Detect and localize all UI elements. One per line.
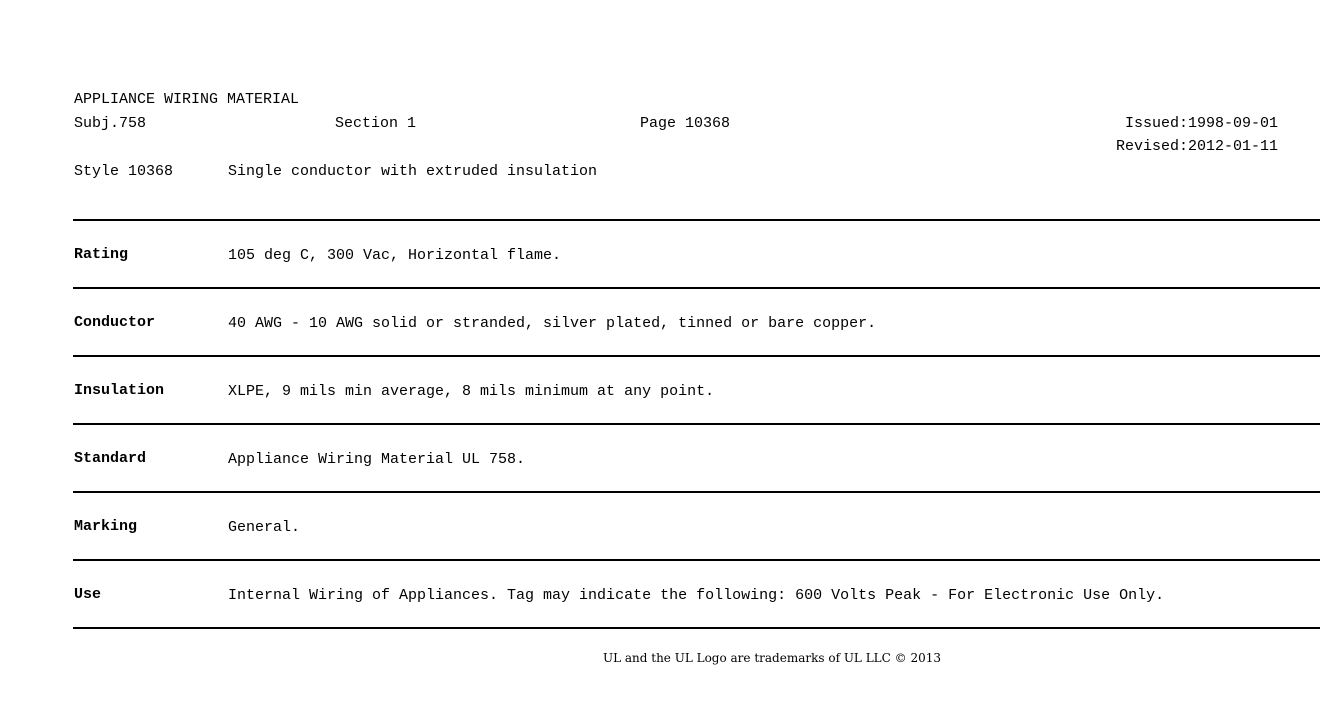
section-number: Section 1 <box>335 115 417 132</box>
table-divider <box>73 491 1320 493</box>
issued-date: Issued:1998-09-01 <box>1124 115 1278 132</box>
row-value-marking: General. <box>228 519 301 536</box>
row-value-standard: Appliance Wiring Material UL 758. <box>228 451 526 468</box>
table-divider <box>73 287 1320 289</box>
row-label-rating: Rating <box>74 246 129 263</box>
style-description: Single conductor with extruded insulation <box>228 163 598 180</box>
row-label-insulation: Insulation <box>74 382 165 399</box>
table-divider <box>73 559 1320 561</box>
subject-number: Subj.758 <box>74 115 147 132</box>
row-label-conductor: Conductor <box>74 314 156 331</box>
document-title: APPLIANCE WIRING MATERIAL <box>74 91 300 108</box>
row-label-use: Use <box>74 586 102 603</box>
row-value-use: Internal Wiring of Appliances. Tag may indicate the following: 600 Volts Peak - For Electronic Use Only. <box>228 587 1165 604</box>
style-number: Style 10368 <box>74 163 174 180</box>
row-label-standard: Standard <box>74 450 147 467</box>
row-label-marking: Marking <box>74 518 138 535</box>
table-divider <box>73 627 1320 629</box>
row-value-conductor: 40 AWG - 10 AWG solid or stranded, silver plated, tinned or bare copper. <box>228 315 877 332</box>
revised-date: Revised:2012-01-11 <box>1115 138 1278 155</box>
table-divider <box>73 423 1320 425</box>
table-divider <box>73 355 1320 357</box>
page-number: Page 10368 <box>640 115 731 132</box>
row-value-rating: 105 deg C, 300 Vac, Horizontal flame. <box>228 247 562 264</box>
row-value-insulation: XLPE, 9 mils min average, 8 mils minimum at any point. <box>228 383 715 400</box>
trademark-footer: UL and the UL Logo are trademarks of UL LLC © 2013 <box>602 651 942 665</box>
table-divider <box>73 219 1320 221</box>
